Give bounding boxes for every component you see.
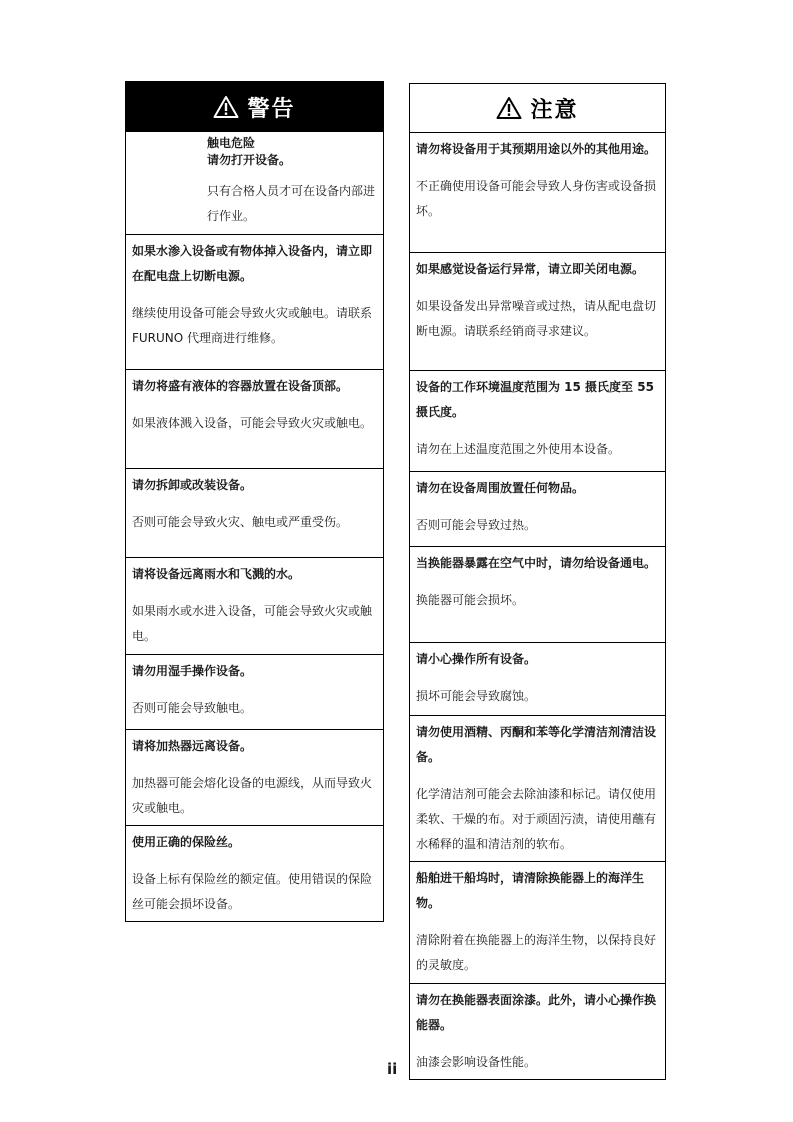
item-body: 换能器可能会损坏。 [416,593,525,607]
item-body: 设备上标有保险丝的额定值。使用错误的保险丝可能会损坏设备。 [132,872,373,911]
caution-item [410,643,665,716]
item-title: 请将加热器远离设备。 [132,739,253,753]
item-body: 如果设备发出异常噪音或过热，请从配电盘切断电源。请联系经销商寻求建议。 [416,299,657,338]
warning-item [126,558,383,655]
item-title: 请勿用湿手操作设备。 [132,664,253,678]
warning-item [126,730,383,826]
item-body: 加热器可能会熔化设备的电源线，从而导致火灾或触电。 [132,776,373,815]
caution-item [410,862,665,984]
caution-header-label: 注意 [530,97,579,123]
item-title: 请勿拆卸或改装设备。 [132,478,253,492]
caution-item [410,984,665,1080]
item-title: 请勿使用酒精、丙酮和苯等化学清洁剂清洁设备。 [416,725,657,764]
item-title: 如果感觉设备运行异常，请立即关闭电源。 [416,262,645,276]
warning-item [126,469,383,558]
caution-header [410,84,665,133]
warning-item [126,826,383,921]
caution-item [410,133,665,253]
item-body: 否则可能会导致火灾、触电或严重受伤。 [132,515,349,529]
item-title: 请勿在换能器表面涂漆。此外，请小心操作换能器。 [416,993,657,1032]
item-body: 清除附着在换能器上的海洋生物，以保持良好的灵敏度。 [416,933,657,972]
page-number: ii [387,1060,398,1078]
caution-triangle-icon [496,96,522,120]
item-title: 设备的工作环境温度范围为 15 摄氏度至 55 摄氏度。 [416,380,654,419]
item-title: 请小心操作所有设备。 [416,652,537,666]
item-title: 使用正确的保险丝。 [132,835,241,849]
caution-column [409,83,666,1080]
item-body: 请勿在上述温度范围之外使用本设备。 [416,442,621,456]
shock-title: 触电危险 请勿打开设备。 [207,136,292,167]
item-body: 如果雨水或水进入设备，可能会导致火灾或触电。 [132,604,373,643]
item-body: 化学清洁剂可能会去除油漆和标记。请仅使用柔软、干燥的布。对于顽固污渍，请使用蘸有水稀释的温和清洁剂的软布。 [416,787,657,851]
item-body: 如果液体溅入设备，可能会导致火灾或触电。 [132,416,373,430]
item-body: 不正确使用设备可能会导致人身伤害或设备损坏。 [416,179,657,218]
warning-header-label: 警告 [247,96,296,122]
item-title: 请将设备远离雨水和飞溅的水。 [132,567,301,581]
warning-header [126,82,383,132]
shock-body: 只有合格人员才可在设备内部进行作业。 [207,184,376,223]
warning-item [126,235,383,370]
caution-item [410,716,665,862]
electric-shock-section [126,132,383,235]
warning-item [126,370,383,469]
caution-item [410,547,665,643]
caution-item [410,472,665,547]
item-title: 请勿将设备用于其预期用途以外的其他用途。 [416,142,657,156]
caution-item [410,371,665,472]
item-body: 损坏可能会导致腐蚀。 [416,689,537,703]
item-body: 油漆会影响设备性能。 [416,1055,537,1069]
item-body: 否则可能会导致过热。 [416,518,537,532]
item-body: 继续使用设备可能会导致火灾或触电。请联系 FURUNO 代理商进行维修。 [132,306,373,345]
warning-column [125,81,384,922]
item-body: 否则可能会导致触电。 [132,701,253,715]
warning-triangle-icon [213,95,239,119]
item-title: 请勿在设备周围放置任何物品。 [416,481,585,495]
item-title: 船舶进干船坞时，请清除换能器上的海洋生物。 [416,871,645,910]
warning-item [126,655,383,730]
item-title: 如果水渗入设备或有物体掉入设备内，请立即在配电盘上切断电源。 [132,244,373,283]
caution-item [410,253,665,371]
item-title: 当换能器暴露在空气中时，请勿给设备通电。 [416,556,657,570]
item-title: 请勿将盛有液体的容器放置在设备顶部。 [132,379,349,393]
